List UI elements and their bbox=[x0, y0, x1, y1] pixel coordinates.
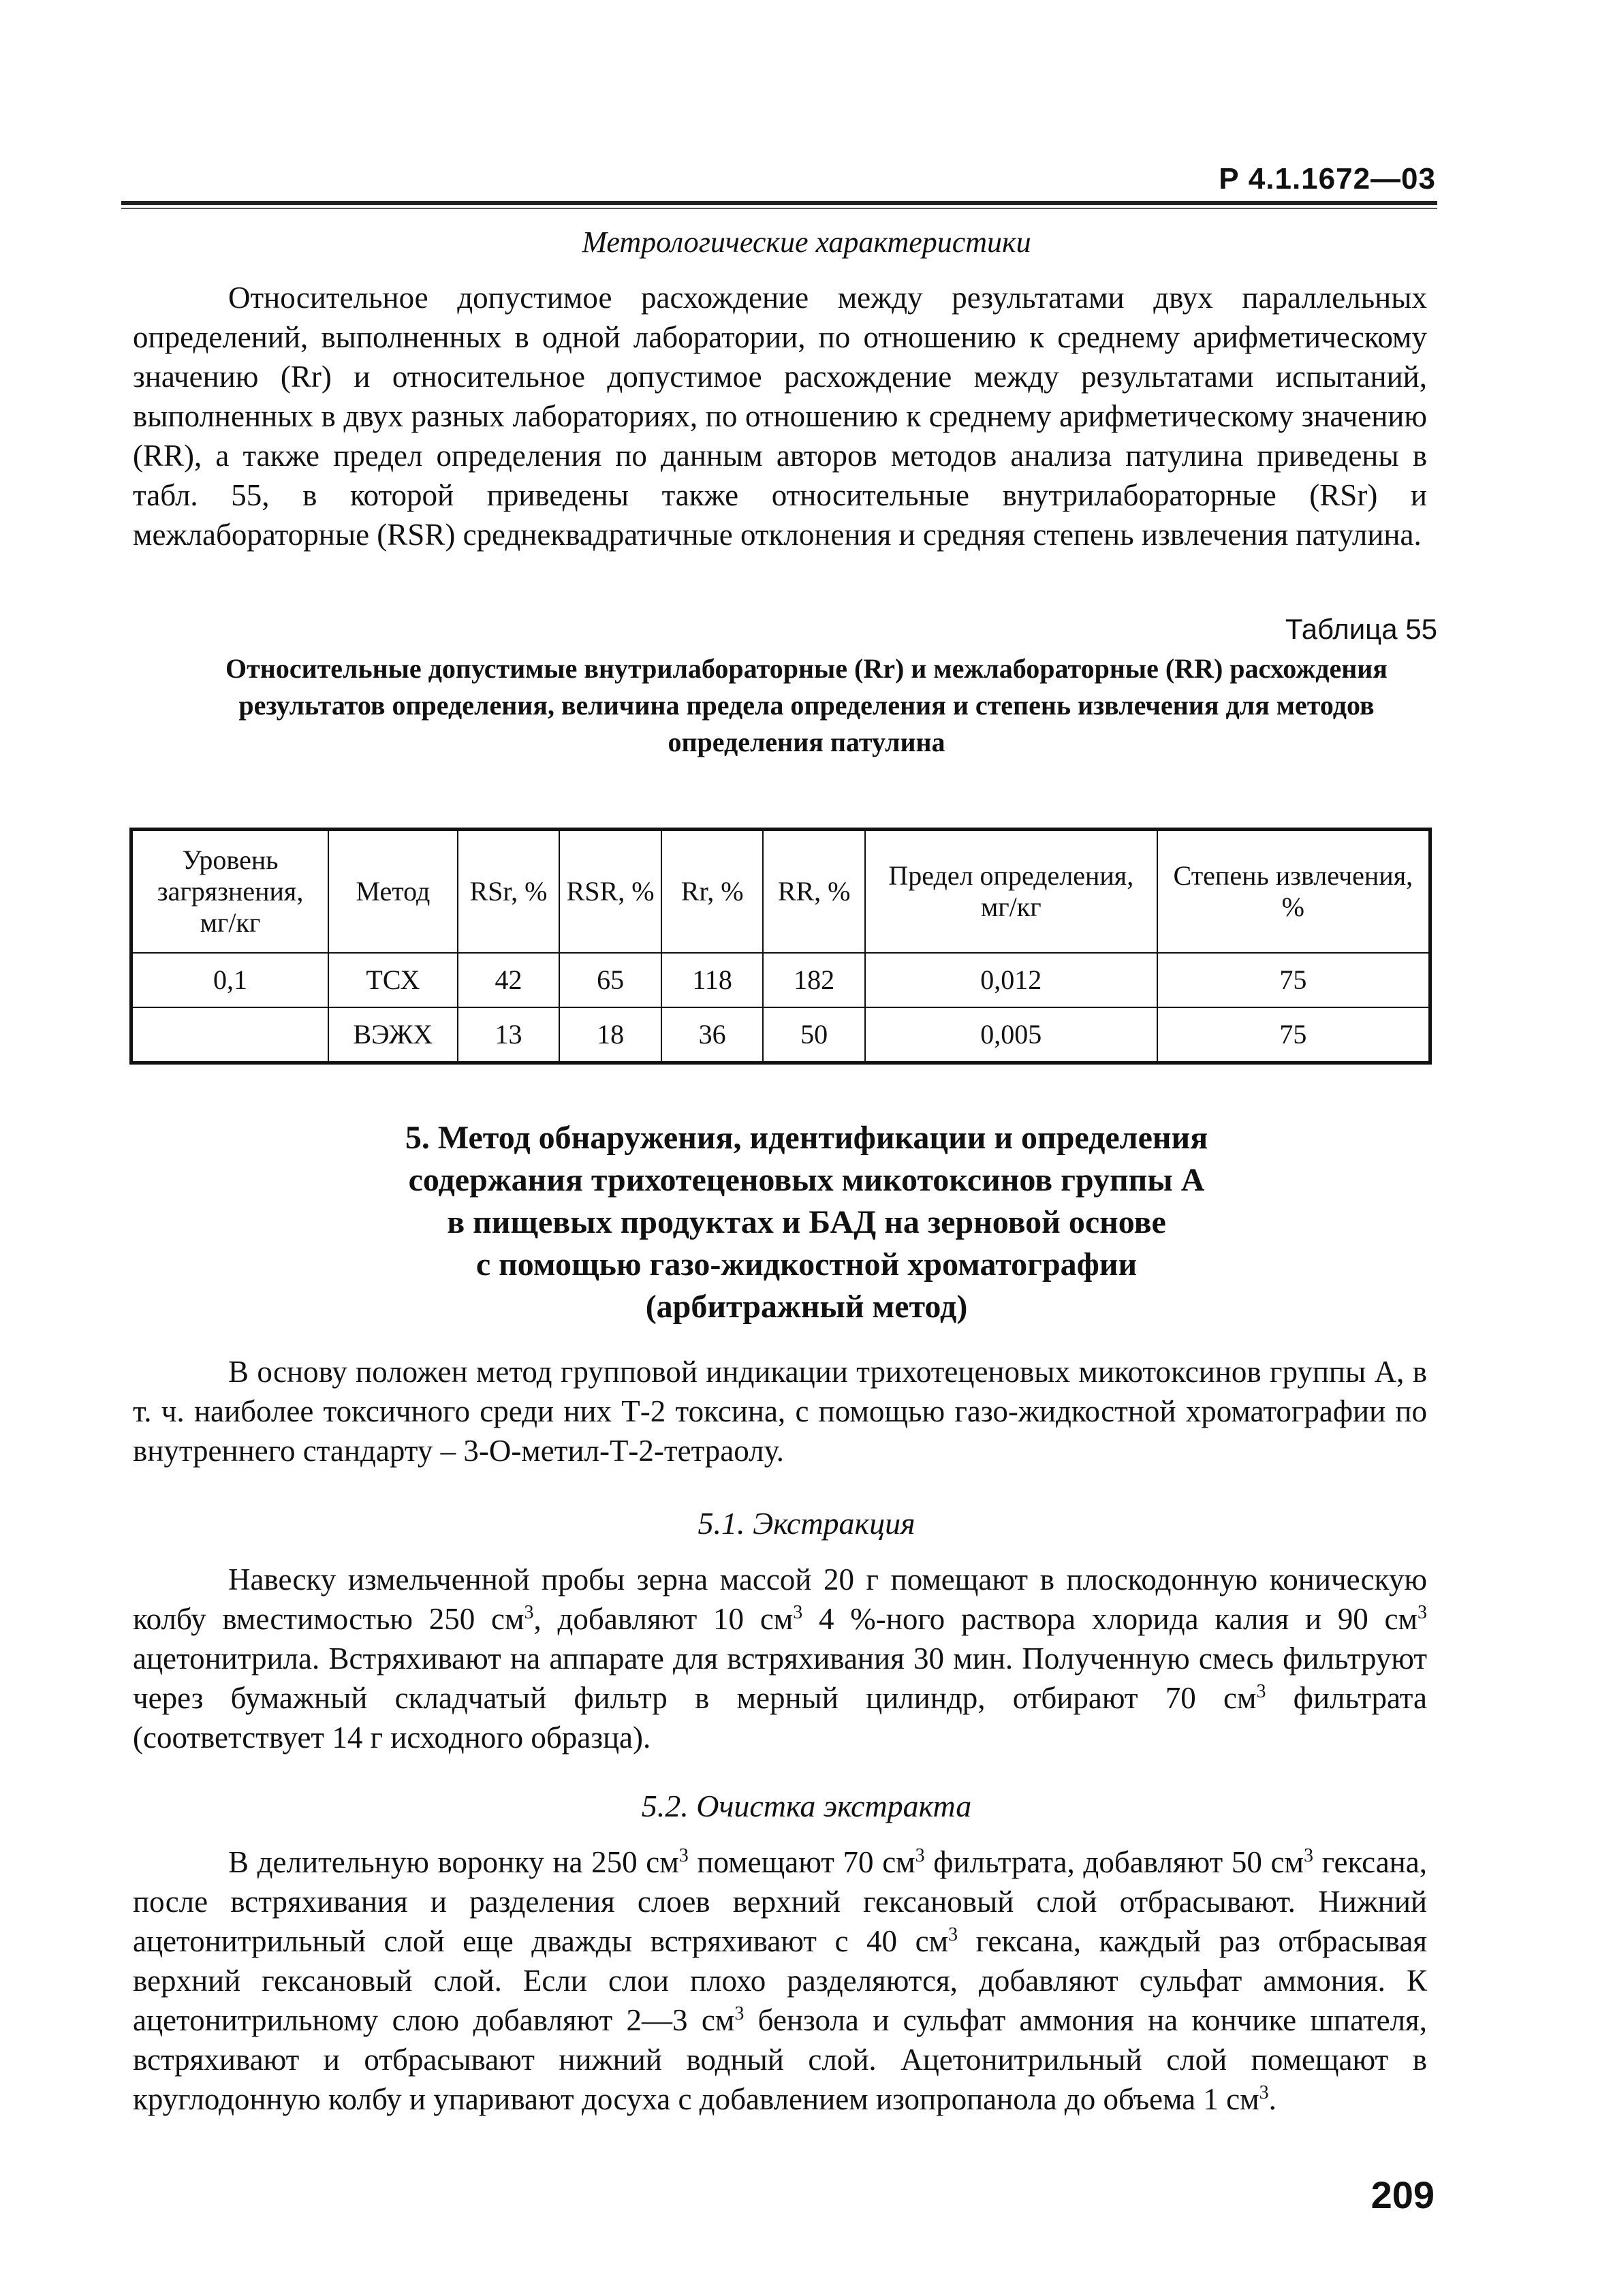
table-cell: ВЭЖХ bbox=[328, 1007, 458, 1063]
header-rsr: RSr, % bbox=[458, 830, 560, 954]
text-run: В делительную воронку на 250 см bbox=[228, 1845, 679, 1879]
text-run: ацетонитрила. Встряхивают на аппарате для встряхивания 30 мин. Полученную смесь фильтруют через бумажный складчатый фильтр в мерный цилиндр, отбирают 70 см bbox=[133, 1641, 1427, 1715]
text-run: 4 %-ного раствора хлорида калия и 90 см bbox=[802, 1602, 1418, 1636]
cube-superscript: 3 bbox=[678, 1845, 689, 1866]
section5-title-line: (арбитражный метод) bbox=[645, 1289, 968, 1325]
cube-superscript: 3 bbox=[915, 1845, 925, 1866]
document-code: Р 4.1.1672—03 bbox=[1219, 162, 1436, 195]
table-cell: 182 bbox=[763, 953, 865, 1007]
header-rule bbox=[121, 201, 1437, 205]
cube-superscript: 3 bbox=[734, 2003, 745, 2024]
table-cell: 50 bbox=[763, 1007, 865, 1063]
header-recovery: Степень извлечения, % bbox=[1157, 830, 1430, 954]
cleanup-paragraph bbox=[133, 1842, 1427, 2119]
text-run: бензола и сульфат аммония на кончике шпателя, встряхивают и отбрасывают нижний водный слой. Ацетонитрильный слой помещают в круглодонную колбу и упаривают досуха с добавлением изопропанола до объема 1 см bbox=[133, 2003, 1427, 2116]
table-cell: 18 bbox=[559, 1007, 661, 1063]
header-method: Метод bbox=[328, 830, 458, 954]
text-run: фильтрата (соответствует 14 г исходного образца). bbox=[133, 1681, 1427, 1755]
table-cell: ТСХ bbox=[328, 953, 458, 1007]
header-level: Уровень загрязнения, мг/кг bbox=[131, 830, 329, 954]
header-rule-thin bbox=[121, 208, 1437, 209]
text-run: . bbox=[1268, 2082, 1277, 2116]
cube-superscript: 3 bbox=[524, 1602, 534, 1623]
section5-title-line: содержания трихотеценовых микотоксинов группы А bbox=[408, 1162, 1205, 1198]
section5-title-line: 5. Метод обнаружения, идентификации и определения bbox=[405, 1120, 1208, 1156]
table-label: Таблица 55 bbox=[1285, 613, 1437, 645]
section5-title-line: с помощью газо-жидкостной хроматографии bbox=[475, 1246, 1138, 1283]
header-limit: Предел определения, мг/кг bbox=[865, 830, 1157, 954]
cube-superscript: 3 bbox=[1303, 1845, 1313, 1866]
table-cell: 36 bbox=[661, 1007, 763, 1063]
section5-title-line: в пищевых продуктах и БАД на зерновой основе bbox=[447, 1204, 1166, 1240]
table-cell: 0,012 bbox=[865, 953, 1157, 1007]
table-cell: 42 bbox=[458, 953, 560, 1007]
table-cell: 0,005 bbox=[865, 1007, 1157, 1063]
metrology-paragraph: Относительное допустимое расхождение между результатами двух параллельных определений, выполненных в одной лаборатории, по отношению к среднему арифметическому значению (Rr) и относительное допустимое расхождение между результатами испытаний, выполненных в двух разных лабораториях, по отношению к среднему арифметическому значению (RR), а также предел определения по данным авторов методов анализа патулина приведены в табл. 55, в которой приведены также относительные внутрилабораторные (RSr) и межлабораторные (RSR) среднеквадратичные отклонения и средняя степень извлечения патулина. bbox=[133, 281, 1427, 552]
table-cell: 75 bbox=[1157, 1007, 1430, 1063]
table-cell: 65 bbox=[559, 953, 661, 1007]
text-run: помещают 70 см bbox=[688, 1845, 915, 1879]
cube-superscript: 3 bbox=[1418, 1602, 1428, 1623]
patulin-table bbox=[129, 828, 1432, 1065]
metrology-heading: Метрологические характеристики bbox=[582, 225, 1031, 259]
cube-superscript: 3 bbox=[948, 1924, 958, 1945]
text-run: фильтрата, добавляют 50 см bbox=[924, 1845, 1304, 1879]
extraction-heading: 5.1. Экстракция bbox=[698, 1506, 915, 1541]
table-cell bbox=[131, 1007, 329, 1063]
table-cell: 118 bbox=[661, 953, 763, 1007]
table-cell: 13 bbox=[458, 1007, 560, 1063]
table-row bbox=[131, 953, 1430, 1007]
section5-title bbox=[204, 1117, 1409, 1328]
header-rsr-inter: RSR, % bbox=[559, 830, 661, 954]
cube-superscript: 3 bbox=[1259, 2082, 1269, 2103]
table-cell: 0,1 bbox=[131, 953, 329, 1007]
cube-superscript: 3 bbox=[793, 1602, 803, 1623]
text-run: , добавляют 10 см bbox=[533, 1602, 794, 1636]
text-run: гексана, каждый раз отбрасывая верхний гексановый слой. Если слои плохо разделяются, добавляют сульфат аммония. К ацетонитрильному слою добавляют 2—3 см bbox=[133, 1924, 1428, 2037]
text-run: гексана, после встряхивания и разделения слоев верхний гексановый слой отбрасывают. Нижний ацетонитрильный слой еще дважды встряхивают с 40 см bbox=[133, 1845, 1427, 1958]
section5-intro: В основу положен метод групповой индикации трихотеценовых микотоксинов группы А, в т. ч. наиболее токсичного среди них Т-2 токсина, с помощью газо-жидкостной хроматографии по внутреннего стандарту – 3-О-метил-Т-2-тетраолу. bbox=[133, 1355, 1427, 1468]
extraction-paragraph bbox=[133, 1560, 1427, 1757]
table-title: Относительные допустимые внутрилабораторные (Rr) и межлабораторные (RR) расхождения результатов определения, величина предела определения и степень извлечения для методов определения патулина bbox=[225, 653, 1388, 757]
table-header-row bbox=[131, 830, 1430, 954]
table-row bbox=[131, 1007, 1430, 1063]
cube-superscript: 3 bbox=[1256, 1681, 1266, 1702]
header-rr: Rr, % bbox=[661, 830, 763, 954]
header-rr-inter: RR, % bbox=[763, 830, 865, 954]
cleanup-heading: 5.2. Очистка экстракта bbox=[641, 1789, 972, 1823]
text-run: Навеску измельченной пробы зерна массой 20 г помещают в плоскодонную коническую колбу вместимостью 250 см bbox=[133, 1562, 1427, 1636]
page-number: 209 bbox=[1371, 2173, 1435, 2216]
table-cell: 75 bbox=[1157, 953, 1430, 1007]
